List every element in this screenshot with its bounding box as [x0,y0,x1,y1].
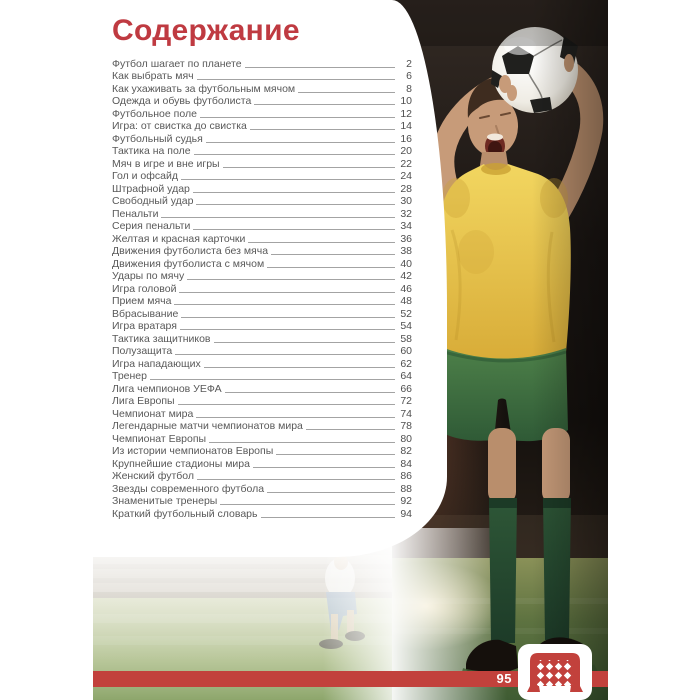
toc-leader-line [250,129,395,130]
toc-entry-label: Вбрасывание [112,307,179,320]
toc-entry-label: Штрафной удар [112,182,190,195]
toc-leader-line [175,354,395,355]
toc-entry-page-number: 34 [400,220,412,232]
toc-leader-line [254,104,395,105]
toc-list [112,57,412,520]
toc-entry-label: Движения футболиста с мячом [112,257,265,270]
toc-leader-line [261,517,396,518]
toc-entry [112,395,412,408]
toc-entry-label: Футбол шагает по планете [112,57,242,70]
toc-leader-line [223,167,395,168]
toc-entry-label: Из истории чемпионатов Европы [112,445,274,457]
toc-entry [112,70,412,83]
toc-entry-page-number: 20 [400,145,412,157]
toc-leader-line [196,417,395,418]
toc-entry-page-number: 24 [400,170,412,182]
toc-entry-page-number: 92 [400,495,412,507]
toc-entry-label: Легендарные матчи чемпионатов мира [112,420,303,432]
toc-entry-label: Лига чемпионов УЕФА [112,382,222,395]
toc-entry [112,282,412,295]
toc-entry [112,107,412,120]
toc-entry [112,307,412,320]
toc-leader-line [193,229,395,230]
toc-entry-label: Игра головой [112,282,177,295]
toc-leader-line [267,492,395,493]
toc-entry-page-number: 88 [400,482,412,495]
toc-leader-line [276,454,395,455]
toc-entry-label: Полузащита [112,345,173,357]
toc-entry-page-number: 84 [400,457,412,470]
toc-entry-label: Тактика защитников [112,332,211,345]
toc-entry [112,332,412,345]
toc-entry-page-number: 62 [400,357,412,370]
toc-entry-page-number: 32 [400,207,412,220]
toc-entry-label: Пенальти [112,207,159,220]
toc-entry-label: Знаменитые тренеры [112,495,218,507]
toc-entry-page-number: 2 [406,57,412,70]
toc-entry [112,207,412,220]
toc-entry [112,182,412,195]
toc-entry [112,507,412,520]
toc-entry-label: Тактика на поле [112,145,191,157]
toc-leader-line [197,79,395,80]
toc-leader-line [187,279,395,280]
toc-entry-page-number: 82 [400,445,412,457]
toc-leader-line [220,504,395,505]
toc-entry [112,257,412,270]
toc-leader-line [248,242,395,243]
toc-entry-page-number: 72 [400,395,412,407]
toc-entry [112,232,412,245]
toc-leader-line [271,254,395,255]
toc-entry-page-number: 38 [400,245,412,257]
toc-entry [112,295,412,308]
toc-entry-label: Прием мяча [112,295,172,307]
toc-entry-page-number: 54 [400,320,412,332]
toc-entry [112,445,412,458]
toc-entry [112,145,412,158]
toc-leader-line [174,304,395,305]
toc-leader-line [209,442,395,443]
toc-entry-label: Футбольное поле [112,107,197,120]
toc-entry-label: Звезды современного футбола [112,482,265,495]
toc-entry-page-number: 74 [400,407,412,420]
toc-entry-page-number: 94 [400,507,412,520]
toc-entry [112,345,412,358]
toc-entry-page-number: 80 [400,432,412,445]
toc-entry-page-number: 78 [400,420,412,432]
toc-entry-page-number: 86 [400,470,412,482]
toc-entry [112,57,412,70]
toc-entry-label: Как ухаживать за футбольным мячом [112,82,296,95]
toc-entry-label: Крупнейшие стадионы мира [112,457,250,470]
toc-leader-line [253,467,395,468]
toc-entry [112,432,412,445]
toc-entry [112,195,412,208]
toc-leader-line [181,179,395,180]
toc-leader-line [267,267,395,268]
toc-leader-line [306,429,395,430]
toc-entry [112,382,412,395]
toc-entry [112,82,412,95]
toc-entry [112,95,412,108]
toc-entry-label: Свободный удар [112,195,194,207]
toc-leader-line [193,192,395,193]
toc-entry [112,482,412,495]
toc-entry-page-number: 28 [400,182,412,195]
toc-entry [112,370,412,383]
toc-entry-label: Чемпионат мира [112,407,194,420]
toc-leader-line [197,479,395,480]
toc-entry-label: Чемпионат Европы [112,432,207,445]
toc-entry [112,420,412,433]
toc-leader-line [150,379,395,380]
toc-entry-label: Игра: от свистка до свистка [112,120,247,132]
toc-entry [112,495,412,508]
toc-leader-line [298,92,395,93]
toc-entry-page-number: 60 [400,345,412,357]
toc-entry [112,220,412,233]
toc-entry-page-number: 66 [400,382,412,395]
toc-entry-page-number: 6 [406,70,412,82]
toc-leader-line [179,292,395,293]
toc-leader-line [200,117,395,118]
toc-leader-line [245,67,395,68]
toc-entry [112,470,412,483]
toc-entry-page-number: 16 [400,132,412,145]
toc-entry-label: Тренер [112,370,147,382]
toc-leader-line [161,217,395,218]
toc-entry-page-number: 40 [400,257,412,270]
toc-entry-label: Гол и офсайд [112,170,178,182]
toc-entry-label: Игра вратаря [112,320,177,332]
toc-entry-label: Удары по мячу [112,270,185,282]
toc-leader-line [225,392,395,393]
toc-entry-label: Игра нападающих [112,357,201,370]
toc-leader-line [206,142,395,143]
page-number: 95 [496,671,512,686]
toc-entry [112,170,412,183]
toc-entry-page-number: 14 [400,120,412,132]
toc-leader-line [178,404,395,405]
page-title: Содержание [112,14,300,47]
toc-leader-line [180,329,395,330]
toc-entry-label: Как выбрать мяч [112,70,194,82]
toc-entry-page-number: 64 [400,370,412,382]
toc-leader-line [194,154,395,155]
goal-net-icon [518,644,592,700]
toc-entry-page-number: 36 [400,232,412,245]
toc-entry-page-number: 12 [400,107,412,120]
toc-entry-page-number: 58 [400,332,412,345]
toc-entry-page-number: 52 [400,307,412,320]
toc-entry [112,457,412,470]
toc-entry-page-number: 22 [400,157,412,170]
toc-entry-page-number: 48 [400,295,412,307]
toc-entry-label: Одежда и обувь футболиста [112,95,252,107]
toc-entry [112,357,412,370]
toc-leader-line [196,204,395,205]
toc-leader-line [214,342,395,343]
toc-entry-label: Женский футбол [112,470,195,482]
toc-entry-page-number: 10 [400,95,412,107]
toc-entry [112,407,412,420]
toc-entry-label: Мяч в игре и вне игры [112,157,220,170]
toc-entry-page-number: 42 [400,270,412,282]
toc-entry-label: Серия пенальти [112,220,191,232]
toc-entry [112,245,412,258]
toc-entry-page-number: 46 [400,282,412,295]
toc-entry [112,157,412,170]
toc-entry [112,132,412,145]
toc-entry-label: Лига Европы [112,395,175,407]
toc-entry-label: Движения футболиста без мяча [112,245,269,257]
toc-leader-line [181,317,395,318]
toc-entry-page-number: 8 [406,82,412,95]
toc-entry [112,270,412,283]
toc-entry-page-number: 30 [400,195,412,207]
toc-entry [112,120,412,133]
toc-entry-label: Краткий футбольный словарь [112,507,258,520]
toc-entry [112,320,412,333]
toc-leader-line [204,367,395,368]
toc-entry-label: Желтая и красная карточки [112,232,246,245]
toc-entry-label: Футбольный судья [112,132,203,145]
